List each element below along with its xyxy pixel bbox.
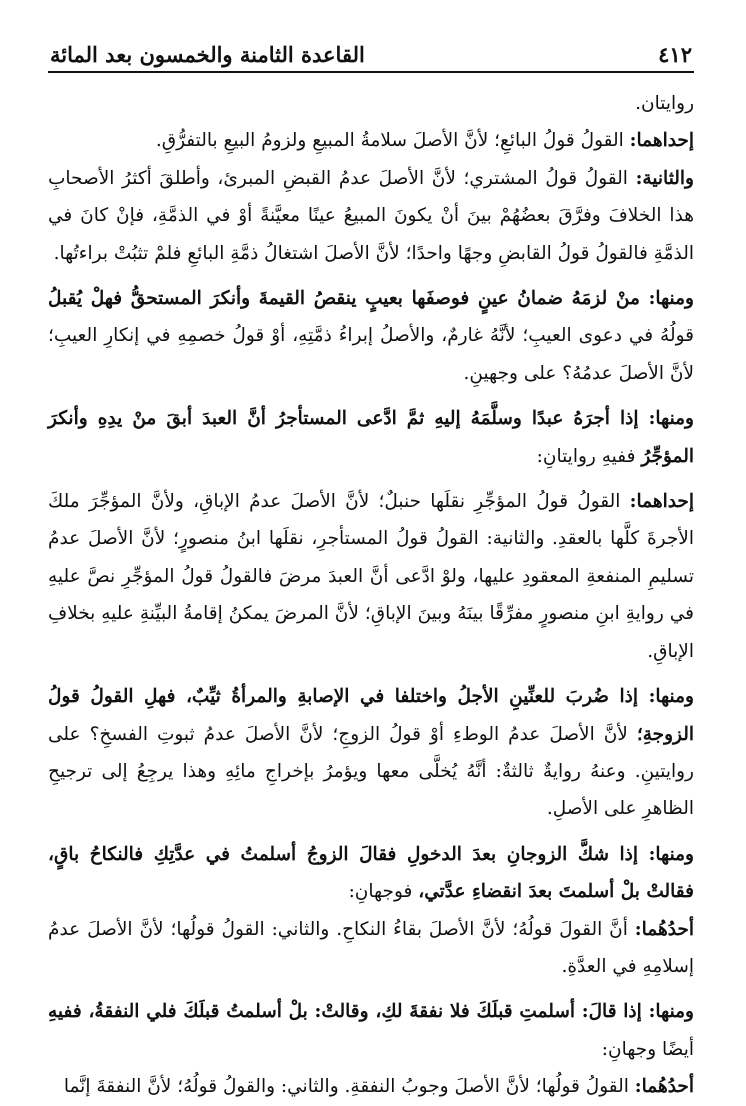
paragraph-lead: أحدُهُما: bbox=[634, 918, 694, 940]
paragraph bbox=[48, 993, 694, 1068]
paragraph bbox=[48, 122, 694, 159]
paragraph-text: أيضًا وجهانِ: bbox=[601, 1038, 694, 1060]
paragraph bbox=[48, 483, 694, 670]
paragraph-lead: إحداهما: bbox=[629, 491, 694, 513]
paragraph-text: القولُ قولُ المشتري؛ لأنَّ الأصلَ عدمُ القبضِ المبرئ، وأطلقَ أكثرُ الأصحابِ هذا الخلافَ وفرَّقَ بعضُهُمْ بينَ أنْ يكونَ المبيعُ عينًا معيَّنةً أوْ في الذمَّةِ، فإنْ كانَ في الذمَّةِ فالقولُ قولُ القابضِ وجهًا واحدًا؛ لأنَّ الأصلَ اشتغالُ ذمَّةِ البائعِ فلمْ تثبُتْ براءتُها. bbox=[48, 167, 694, 264]
page-number: ٤١٢ bbox=[658, 42, 692, 67]
running-title: القاعدة الثامنة والخمسون بعد المائة bbox=[50, 42, 365, 67]
paragraph-text: فوجهانِ: bbox=[348, 881, 419, 903]
paragraph-lead: ومنها: إذا شكَّ الزوجانِ بعدَ الدخولِ فقالَ الزوجُ أسلمتُ في عدَّتِكِ فالنكاحُ باقٍ، فقالتْ بلْ أسلمتَ بعدَ انقضاءِ عدَّتي، bbox=[48, 843, 694, 903]
paragraph-text: القولُ قولُ المؤجِّرِ نقلَها حنبلٌ؛ لأنَّ الأصلَ عدمُ الإباقِ، ولأنَّ المؤجِّرَ ملكَ الأجرةَ كلَّها بالعقدِ. والثانية: القولُ قولُ المستأجرِ، نقلَها ابنُ منصورٍ؛ لأنَّ الأصلَ عدمُ تسليمِ المنفعةِ المعقودِ عليها، ولوْ ادَّعى أنَّ العبدَ مرضَ فالقولُ قولُ المؤجِّرِ نصَّ عليهِ في روايةِ ابنِ منصورٍ مفرِّقًا بينَهُ وبينَ الإباقِ؛ لأنَّ المرضَ يمكنُ إقامةُ البيِّنةِ عليهِ بخلافِ الإباقِ. bbox=[48, 491, 694, 662]
paragraph-text: القولُ قولُ البائعِ؛ لأنَّ الأصلَ سلامةُ المبيعِ ولزومُ البيعِ بالتفرُّقِ. bbox=[155, 130, 630, 152]
paragraph-text: ففيهِ روايتانِ: bbox=[536, 445, 642, 467]
paragraph bbox=[48, 1068, 694, 1105]
paragraph bbox=[48, 400, 694, 475]
paragraph bbox=[48, 85, 694, 122]
paragraph-lead: أحدُهُما: bbox=[634, 1076, 694, 1098]
paragraph-text: قولُهُ في دعوى العيبِ؛ لأنَّهُ غارمٌ، والأصلُ إبراءُ ذمَّتِهِ، أوْ قولُ خصمِهِ في إنكارِ العيبِ؛ لأنَّ الأصلَ عدمُهُ؟ على وجهينِ. bbox=[48, 325, 694, 384]
paragraph bbox=[48, 836, 694, 911]
page-body bbox=[48, 85, 694, 1106]
paragraph bbox=[48, 678, 694, 828]
paragraph-text: روايتان. bbox=[635, 93, 694, 114]
paragraph-lead: ومنها: إذا ضُربَ للعنِّينِ الأجلُ واختلفا في الإصابةِ والمرأةُ ثيِّبٌ، فهلِ القولُ قولُ الزوجةِ؛ bbox=[48, 686, 694, 745]
paragraph-text: لأنَّ الأصلَ عدمُ الوطءِ أوْ قولُ الزوجِ؛ لأنَّ الأصلَ عدمُ ثبوتِ الفسخِ؟ على روايتينِ. وعنهُ روايةٌ ثالثةٌ: أنَّهُ يُخلَّى معها ويؤمرُ بإخراجِ مائِهِ وهذا يرجِعُ إلى ترجيحِ الظاهرِ على الأصلِ. bbox=[48, 723, 694, 820]
paragraph bbox=[48, 160, 694, 272]
paragraph bbox=[48, 280, 694, 392]
paragraph-lead: ومنها: إذا قالَ: أسلمتِ قبلَكَ فلا نفقةَ لكِ، وقالتْ: بلْ أسلمتُ قبلَكَ فلي النفقةُ، ففيهِ bbox=[48, 1001, 694, 1023]
paragraph bbox=[48, 911, 694, 986]
paragraph-lead: والثانية: bbox=[635, 167, 694, 189]
paragraph-text: أنَّ القولَ قولُهُ؛ لأنَّ الأصلَ بقاءُ النكاحِ. والثاني: القولُ قولُها؛ لأنَّ الأصلَ عدمُ إسلامِهِ في العدَّةِ. bbox=[48, 918, 694, 977]
paragraph-lead: إحداهما: bbox=[629, 130, 694, 152]
paragraph-lead: ومنها: إذا أجرَهُ عبدًا وسلَّمَهُ إليهِ ثمَّ ادَّعى المستأجرُ أنَّ العبدَ أبقَ منْ يدِهِ وأنكرَ المؤجِّرُ bbox=[48, 408, 694, 467]
page-header bbox=[48, 42, 694, 73]
paragraph-lead: ومنها: منْ لزمَهُ ضمانُ عينٍ فوصفَها بعيبٍ ينقصُ القيمةَ وأنكرَ المستحقُّ فهلْ يُقبلُ bbox=[48, 288, 694, 310]
paragraph-text: القولُ قولُها؛ لأنَّ الأصلَ وجوبُ النفقةِ. والثاني: والقولُ قولُهُ؛ لأنَّ النفقةَ إنَّما bbox=[63, 1076, 635, 1098]
